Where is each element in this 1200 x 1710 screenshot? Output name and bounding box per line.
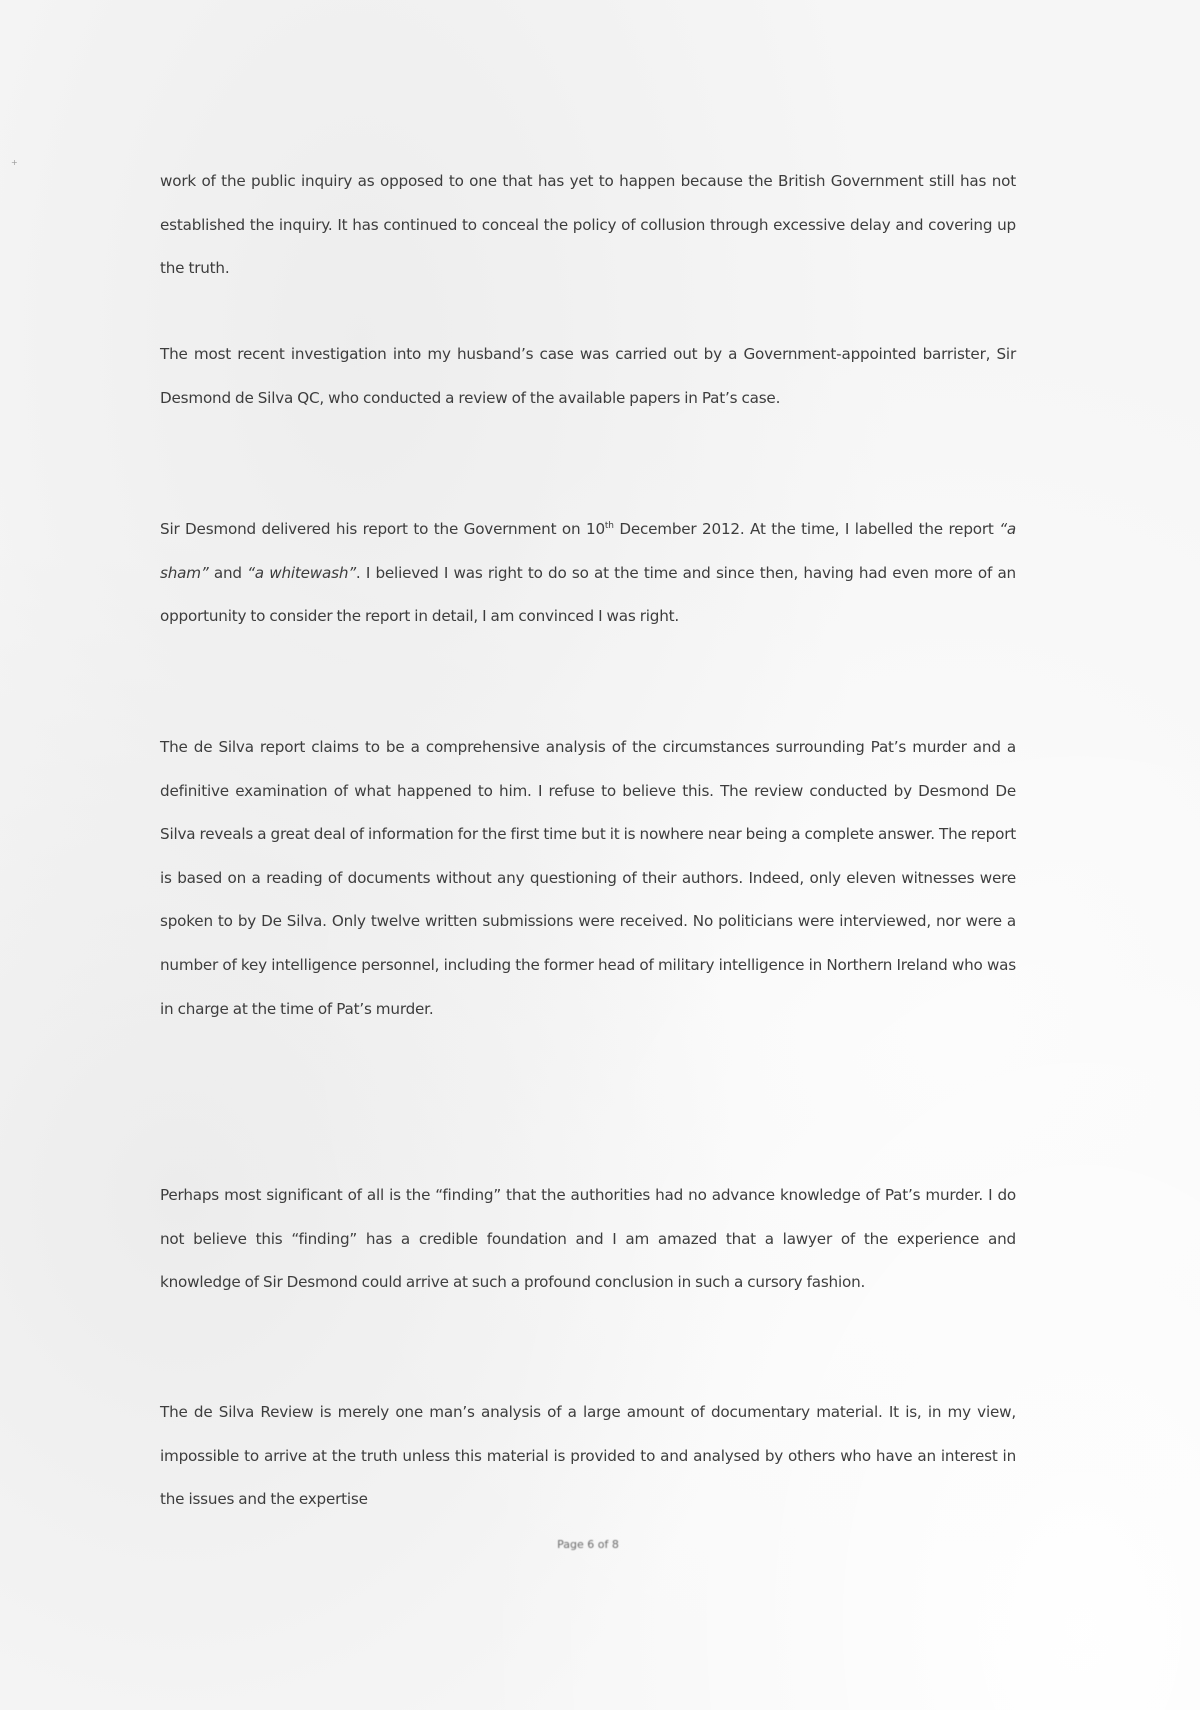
report-date-text: Sir Desmond delivered his report to the Government on 10 [160,520,605,538]
paragraph-report-delivered [160,508,1016,639]
report-text: December 2012. At the time, I labelled the report [613,520,1000,538]
paragraph-public-inquiry: work of the public inquiry as opposed to one that has yet to happen because the British Government still has not established the inquiry. It has continued to conceal the policy of collusion through excessive delay and covering up the truth. [160,172,1016,278]
ordinal-suffix: th [604,520,614,531]
paragraph-finding: Perhaps most significant of all is the “finding” that the authorities had no advance knowledge of Pat’s murder. I do not believe this “finding” has a credible foundation and I am amazed that a lawyer of the experience and knowledge of Sir Desmond could arrive at such a profound conclusion in such a cursory fashion. [160,1186,1016,1292]
paragraph-report-claims: The de Silva report claims to be a comprehensive analysis of the circumstances surrounding Pat’s murder and a definitive examination of what happened to him. I refuse to believe this. The review conducted by Desmond De Silva reveals a great deal of information for the first time but it is nowhere near being a complete answer. The report is based on a reading of documents without any questioning of their authors. Indeed, only eleven witnesses were spoken to by De Silva. Only twelve written submissions were received. No politicians were interviewed, nor were a number of key intelligence personnel, including the former head of military intelligence in Northern Ireland who was in charge at the time of Pat’s murder. [160,738,1016,1018]
report-conclusion-text: . I believed I was right to do so at the time and since then, having had even more of an opportunity to consider the report in detail, I am convinced I was right. [160,563,1016,626]
scan-speck: + [11,158,18,167]
paragraph-review-analysis: The de Silva Review is merely one man’s analysis of a large amount of documentary material. It is, in my view, impossible to arrive at the truth unless this material is provided to and analysed by others who have an interest in the issues and the expertise [160,1403,1016,1509]
quote-connector: and [208,563,248,582]
page-number-footer: Page 6 of 8 [557,1538,619,1551]
quote-whitewash: “a whitewash” [247,563,356,582]
quote-sham: “a sham” [160,520,1016,582]
paragraph-recent-investigation: The most recent investigation into my husband’s case was carried out by a Government-appointed barrister, Sir Desmond de Silva QC, who conducted a review of the available papers in Pat’s case. [160,345,1016,407]
